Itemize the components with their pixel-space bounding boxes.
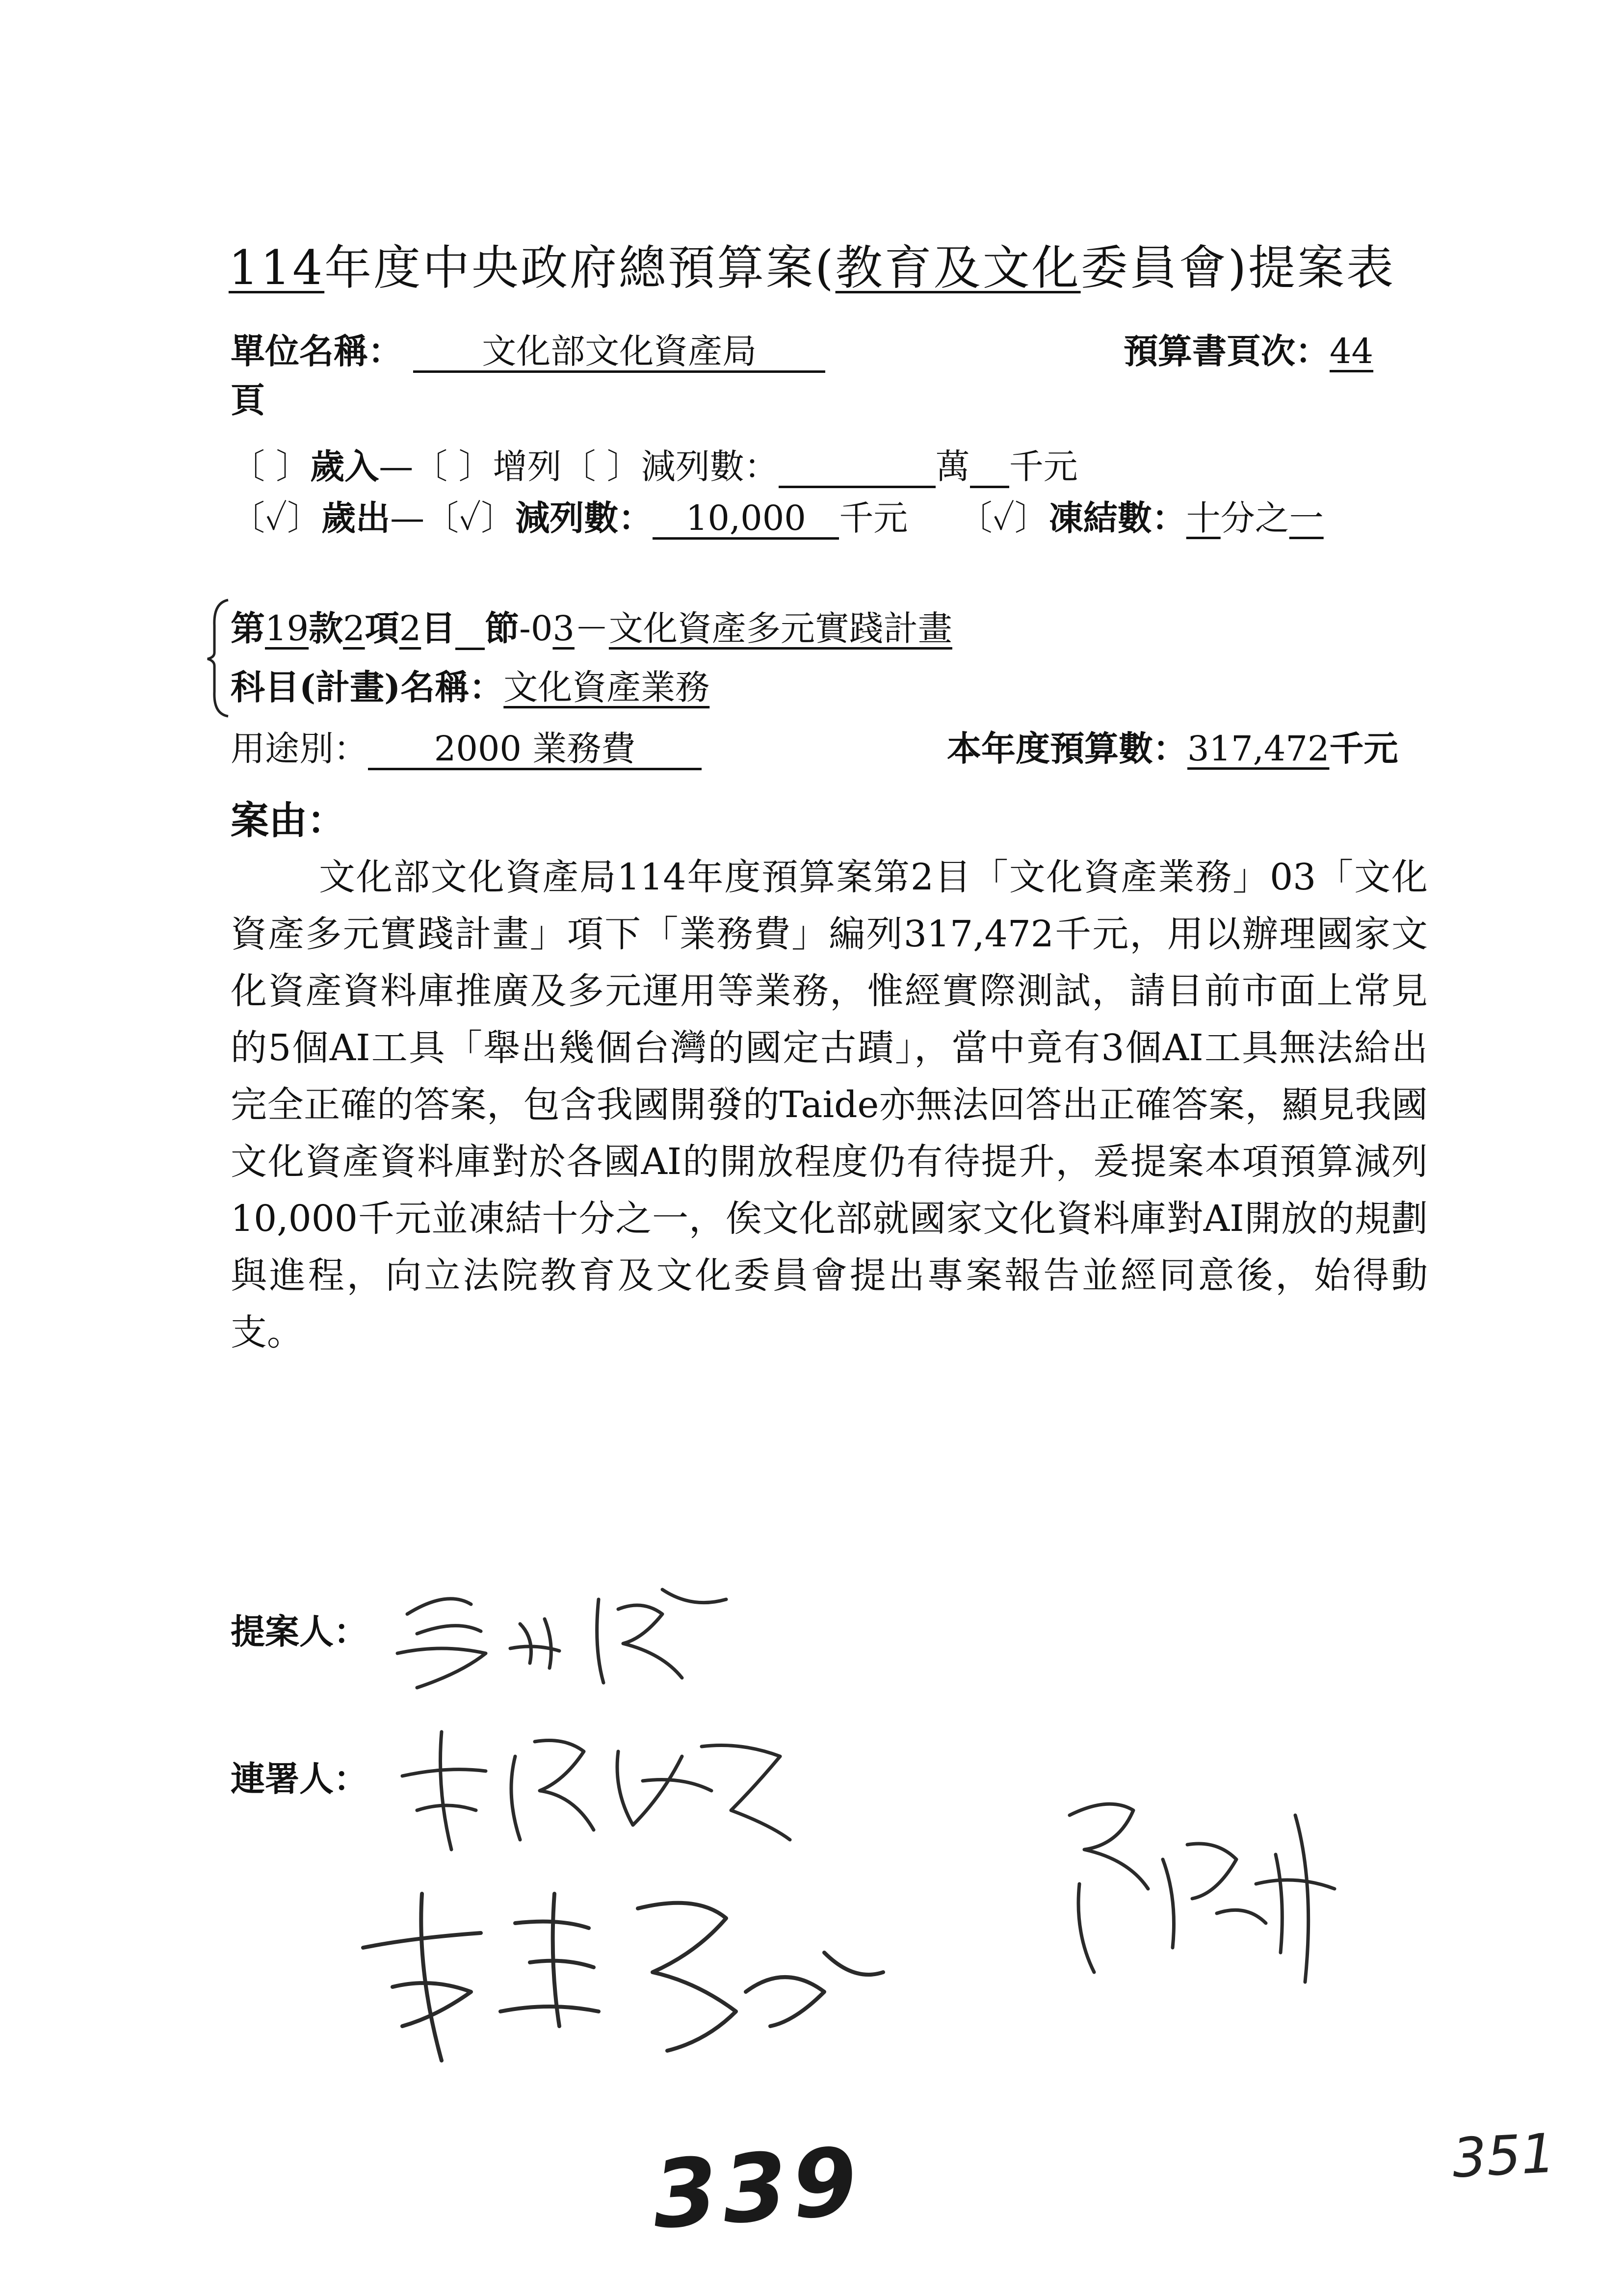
page-value: 44 — [1330, 331, 1374, 371]
revenue-increase-box: 〔 〕 — [413, 446, 493, 487]
cosigner-signature-1 — [388, 1712, 810, 1859]
expense-label: 歲出 — [321, 497, 391, 538]
account-mu: 目 — [421, 608, 456, 649]
reason-text: 文化部文化資產局114年度預算案第2目「文化資產業務」03「文化資產多元實踐計畫」項下「業務費」編列317,472千元，用以辦理國家文化資產資料庫推廣及多元運用等業務，惟經實際測試，請目前市面上常見的5個AI工具「舉出幾個台灣的國定古蹟」，當中竟有3個AI工具無法給出完全正確的答案，包含我國開發的Taide亦無法回答出正確答案，顯見我國文化資產資料庫對於各國AI的開放程度仍有待提升，爰提案本項預算減列10,000千元並凍結十分之一，俟文化部就國家文化資料庫對AI開放的規劃與進程，向立法院教育及文化委員會提出專案報告並經同意後，始得動支。 — [231, 856, 1428, 1354]
expense-row — [231, 491, 1324, 540]
page-label: 預算書頁次： — [1124, 331, 1330, 371]
plan-name: 文化資產多元實踐計畫 — [608, 608, 952, 649]
expense-unit: 千元 — [839, 498, 908, 538]
account-row — [231, 601, 952, 651]
revenue-amount-blank — [779, 448, 936, 488]
jie-number-prefix: -0 — [519, 608, 553, 649]
expense-amount: 10,000 — [653, 499, 839, 540]
expense-decrease-box: 〔✓〕 — [424, 498, 516, 538]
reason-label: 案由： — [231, 798, 346, 843]
account-di: 第 — [231, 608, 265, 649]
revenue-unit: 千元 — [1009, 446, 1078, 487]
mu-number: 2 — [399, 608, 421, 649]
revenue-label: 歲入 — [310, 446, 379, 487]
page-title — [0, 231, 1624, 298]
proposer-label: 提案人： — [231, 1611, 368, 1652]
cosigner-signature-2 — [353, 1864, 893, 2085]
title-committee: 教育及文化 — [835, 240, 1081, 295]
jie-blank — [455, 610, 485, 650]
revenue-decrease-box: 〔 〕 — [561, 446, 641, 487]
revenue-thousand-blank — [970, 448, 1009, 488]
corner-page-number: 351 — [1450, 2121, 1557, 2190]
page-ref — [1124, 324, 1373, 373]
usage-label: 用途別： — [231, 729, 368, 769]
title-end: 委員會)提案表 — [1080, 240, 1396, 295]
usage-value: 2000 業務費 — [368, 730, 702, 770]
usage-row — [231, 721, 702, 771]
unit-value: 文化部文化資產局 — [413, 333, 825, 373]
budget-unit: 千元 — [1329, 728, 1398, 769]
freeze-label: 凍結數： — [1048, 497, 1186, 538]
kuan-number: 19 — [265, 608, 309, 649]
revenue-dash: — — [379, 446, 414, 487]
freeze-value-c: 一 — [1289, 498, 1324, 538]
budget-value: 317,472 — [1187, 729, 1330, 769]
subject-label: 科目(計畫)名稱： — [231, 667, 504, 707]
expense-box: 〔✓〕 — [231, 498, 322, 538]
revenue-decrease: 減列數： — [641, 446, 779, 487]
account-kuan: 款 — [309, 608, 343, 649]
freeze-box: 〔✓〕 — [958, 498, 1049, 538]
subject-row — [231, 660, 709, 709]
cosigner-label: 連署人： — [231, 1758, 368, 1799]
proposer-signature — [388, 1570, 741, 1697]
budget-label: 本年度預算數： — [947, 728, 1187, 769]
subject-value: 文化資產業務 — [503, 667, 710, 707]
title-mid: 年度中央政府總預算案( — [324, 240, 836, 295]
revenue-wan: 萬 — [935, 446, 970, 487]
page-suffix: 頁 — [231, 380, 265, 420]
jie-number: 3 — [552, 608, 575, 649]
unit-label: 單位名稱： — [231, 331, 402, 371]
bracket-mark — [204, 596, 233, 719]
title-year: 114 — [228, 240, 325, 295]
freeze-value-b: 分之 — [1220, 498, 1289, 538]
expense-dash: — — [390, 498, 425, 538]
account-jie: 節 — [485, 608, 520, 649]
revenue-increase: 增列 — [493, 446, 562, 487]
budget-row — [947, 721, 1398, 771]
xiang-number: 2 — [343, 608, 365, 649]
revenue-box: 〔 〕 — [231, 446, 311, 487]
account-xiang: 項 — [365, 608, 399, 649]
account-dash: － — [574, 608, 609, 649]
unit-row — [231, 324, 825, 373]
freeze-value-a: 十 — [1186, 498, 1221, 538]
center-page-number: 339 — [649, 2127, 865, 2250]
revenue-row — [231, 439, 1078, 489]
expense-decrease: 減列數： — [515, 497, 653, 538]
cosigner-signature-3 — [1050, 1786, 1344, 1992]
